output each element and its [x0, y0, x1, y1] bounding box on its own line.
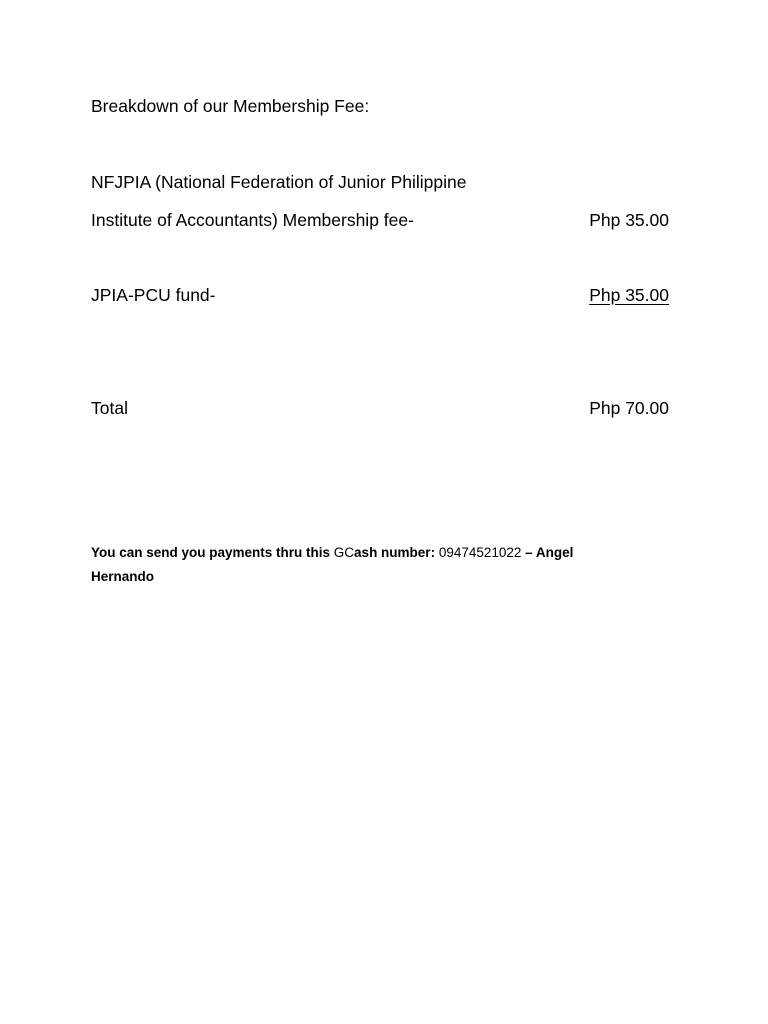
gcash-number: 09474521022 — [438, 545, 522, 560]
total-amount: Php 70.00 — [589, 398, 669, 418]
item-jpia-pcu-amount: Php 35.00 — [589, 285, 669, 305]
payment-note-text-1: You can send you payments thru this — [91, 545, 334, 560]
payment-note-gcash-prefix: GC — [333, 545, 355, 560]
page-heading: Breakdown of our Membership Fee: — [91, 96, 370, 116]
payment-note-text-3: – Angel — [521, 545, 574, 560]
item-nfjpia-label-line1: NFJPIA (National Federation of Junior Philippine — [91, 172, 467, 192]
total-label: Total — [91, 398, 128, 418]
item-nfjpia-amount: Php 35.00 — [589, 210, 669, 230]
item-jpia-pcu-label: JPIA-PCU fund- — [91, 285, 216, 305]
item-nfjpia-label-line2: Institute of Accountants) Membership fee- — [91, 210, 414, 230]
payment-note-text-4: Hernando — [91, 569, 155, 584]
payment-note — [91, 541, 651, 589]
payment-note-text-2: ash number: — [354, 545, 439, 560]
